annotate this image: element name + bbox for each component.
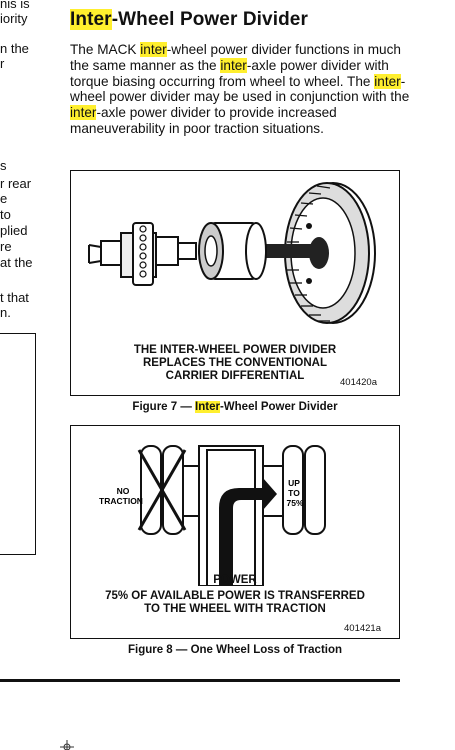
- up-to-label-line1: UP: [288, 478, 300, 488]
- figure-8-caption: Figure 8 — One Wheel Loss of Traction: [127, 644, 343, 656]
- figure-7-box: [70, 170, 400, 396]
- figure-7-code: 401420a: [340, 377, 377, 388]
- paragraph-run: -axle power divider to provide increased maneuverability in poor traction situations.: [70, 105, 337, 136]
- left-figure-box: [0, 333, 36, 555]
- paragraph-run: The MACK: [70, 42, 141, 57]
- highlighted-term: inter: [140, 42, 167, 57]
- text-fragment: n.: [0, 305, 11, 320]
- paragraph-run: -wheel power divider may be used in conjunction with the: [70, 73, 410, 105]
- figure-7-caption: [70, 401, 400, 413]
- highlighted-term: inter: [70, 105, 97, 121]
- text-fragment: s: [0, 158, 7, 173]
- caption-line: 75% OF AVAILABLE POWER IS TRANSFERRED: [105, 590, 365, 602]
- traction-diagram: [71, 426, 398, 586]
- paragraph-run: -axle power divider with torque biasing occurring from wheel to wheel. The: [70, 57, 389, 89]
- power-label: POWER: [213, 574, 257, 586]
- registration-mark-icon: [60, 740, 74, 750]
- bottom-rule: [0, 679, 400, 682]
- text-fragment: n the: [0, 41, 29, 56]
- text-fragment: at the: [0, 255, 33, 270]
- text-fragment: r rear: [0, 176, 32, 191]
- highlighted-term: inter: [374, 73, 401, 89]
- caption-line: TO THE WHEEL WITH TRACTION: [144, 603, 326, 615]
- figure-8-box: [70, 425, 400, 639]
- figure-8-inner-caption: [71, 574, 399, 616]
- text-fragment: r: [0, 56, 5, 71]
- highlighted-term: inter: [220, 57, 247, 73]
- caption-prefix: Figure 7 —: [132, 401, 196, 413]
- title-rest: -Wheel Power Divider: [111, 9, 308, 30]
- text-fragment: t that: [0, 290, 29, 305]
- caption-rest: -Wheel Power Divider: [219, 401, 338, 413]
- text-fragment: to: [0, 207, 11, 222]
- text-fragment: plied: [0, 223, 28, 238]
- caption-line: CARRIER DIFFERENTIAL: [165, 370, 305, 382]
- body-paragraph: [70, 42, 410, 137]
- text-fragment: nis is: [0, 0, 30, 11]
- caption-highlight: Inter: [195, 401, 220, 413]
- power-arrow-icon: [219, 478, 277, 586]
- no-traction-label-line1: NO: [116, 486, 130, 496]
- text-fragment: iority: [0, 11, 28, 26]
- power-divider-illustration: [71, 171, 398, 341]
- text-fragment: re: [0, 239, 12, 254]
- up-to-label-line2: TO: [288, 488, 300, 498]
- paragraph-run: -wheel power divider functions in much the same manner as the: [70, 42, 401, 73]
- section-title: [70, 9, 308, 31]
- caption-line: THE INTER-WHEEL POWER DIVIDER: [133, 344, 337, 356]
- no-traction-label-line2: TRACTION: [99, 496, 143, 506]
- caption-line: REPLACES THE CONVENTIONAL: [142, 357, 327, 369]
- carrier-illustration: [89, 223, 196, 285]
- text-fragment: e: [0, 191, 8, 206]
- title-highlight: Inter: [70, 9, 112, 30]
- up-to-label-line3: 75%: [286, 498, 304, 508]
- figure-8-code: 401421a: [344, 623, 381, 634]
- clutch-housing-illustration: [199, 223, 266, 279]
